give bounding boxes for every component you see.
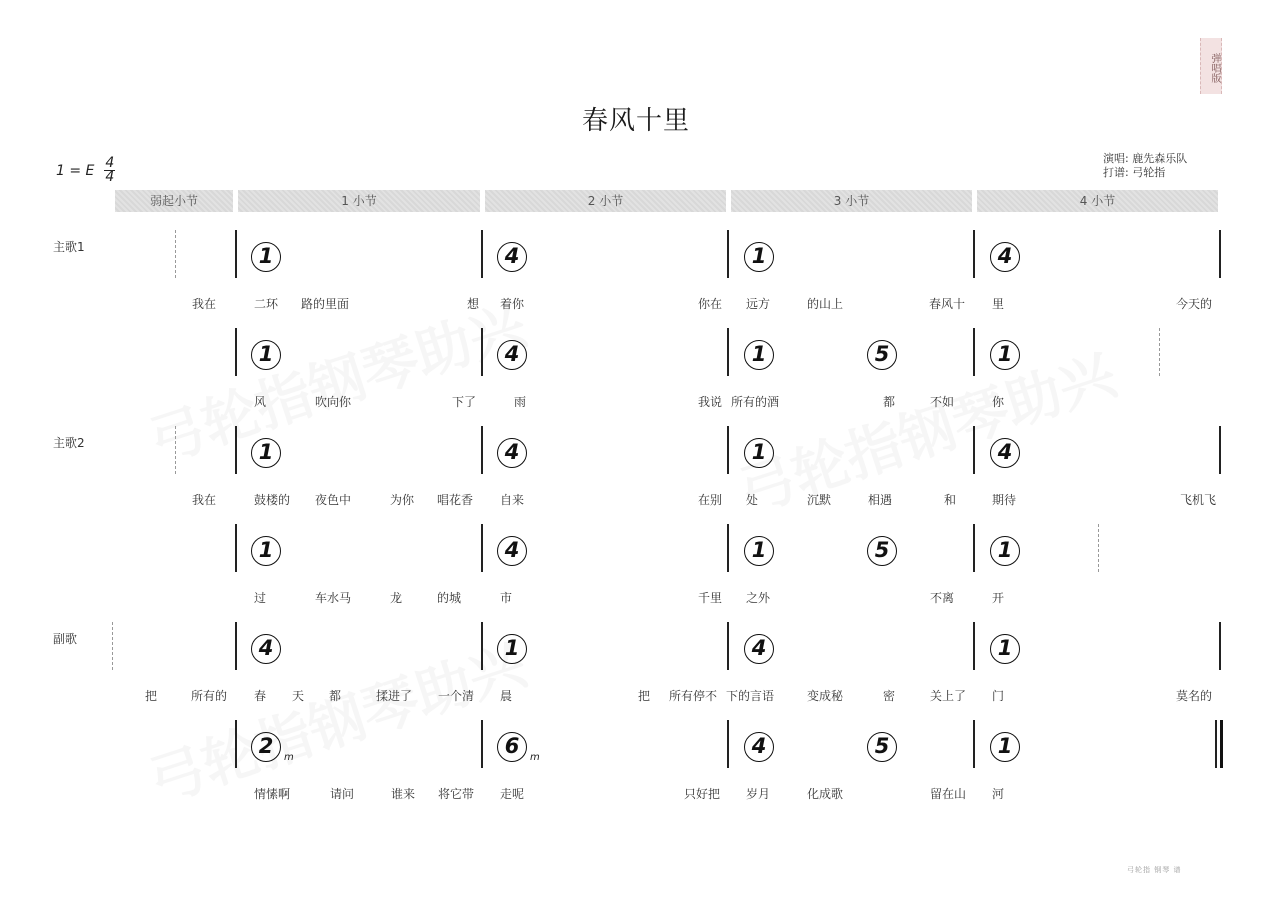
lyric: 不如 bbox=[930, 395, 955, 409]
lyric: 关上了 bbox=[930, 689, 967, 703]
pickup-barline bbox=[1159, 328, 1160, 376]
footer-mark: 弓轮指 钢琴 谱 bbox=[1127, 866, 1182, 874]
barline bbox=[235, 230, 237, 278]
barline bbox=[727, 622, 729, 670]
section-label-verse2: 主歌2 bbox=[53, 436, 85, 450]
lyric: 谁来 bbox=[391, 787, 416, 801]
barline bbox=[973, 426, 975, 474]
barline bbox=[481, 426, 483, 474]
lyric: 河 bbox=[992, 787, 1005, 801]
pickup-barline bbox=[112, 622, 113, 670]
lyric: 情愫啊 bbox=[254, 787, 291, 801]
barline bbox=[481, 328, 483, 376]
pickup-barline bbox=[1098, 524, 1099, 572]
lyric: 相遇 bbox=[868, 493, 893, 507]
chord-circle: 1 bbox=[251, 340, 281, 370]
lyric: 下了 bbox=[452, 395, 477, 409]
lyric: 着你 bbox=[500, 297, 525, 311]
measure-header-4: 4 小节 bbox=[977, 190, 1218, 212]
lyric: 门 bbox=[992, 689, 1005, 703]
lyric: 我在 bbox=[192, 493, 217, 507]
lyric: 处 bbox=[746, 493, 759, 507]
lyric: 不离 bbox=[930, 591, 955, 605]
lyric: 把 bbox=[638, 689, 651, 703]
lyric: 今天的 bbox=[1176, 297, 1213, 311]
song-title: 春风十里 bbox=[581, 106, 690, 136]
barline bbox=[481, 524, 483, 572]
lyric: 把 bbox=[145, 689, 158, 703]
barline bbox=[973, 524, 975, 572]
barline bbox=[481, 230, 483, 278]
barline bbox=[727, 720, 729, 768]
barline bbox=[235, 426, 237, 474]
lyric: 我在 bbox=[192, 297, 217, 311]
singer-credit: 演唱: 鹿先森乐队 bbox=[1103, 152, 1188, 165]
pickup-barline bbox=[175, 426, 176, 474]
lyric: 期待 bbox=[992, 493, 1017, 507]
lyric: 留在山 bbox=[930, 787, 967, 801]
lyric: 只好把 bbox=[684, 787, 721, 801]
lyric: 千里 bbox=[698, 591, 723, 605]
measure-header-3: 3 小节 bbox=[731, 190, 972, 212]
lyric: 吹向你 bbox=[315, 395, 352, 409]
lyric: 走呢 bbox=[500, 787, 525, 801]
lyric: 雨 bbox=[514, 395, 527, 409]
barline bbox=[727, 328, 729, 376]
chord-circle: 4 bbox=[497, 242, 527, 272]
lyric: 密 bbox=[883, 689, 896, 703]
key-label: 1 = E bbox=[56, 162, 95, 179]
key-signature bbox=[56, 157, 115, 184]
lyric: 莫名的 bbox=[1176, 689, 1213, 703]
lyric: 岁月 bbox=[746, 787, 771, 801]
lyric: 之外 bbox=[746, 591, 771, 605]
lyric: 里 bbox=[992, 297, 1005, 311]
minor-suffix: m bbox=[284, 752, 294, 763]
lyric: 为你 bbox=[390, 493, 415, 507]
lyric: 变成秘 bbox=[807, 689, 844, 703]
lyric: 揉进了 bbox=[376, 689, 413, 703]
barline bbox=[973, 720, 975, 768]
barline bbox=[973, 230, 975, 278]
barline bbox=[727, 524, 729, 572]
barline bbox=[727, 426, 729, 474]
lyric: 风 bbox=[254, 395, 267, 409]
arranger-credit: 打谱: 弓轮指 bbox=[1103, 166, 1166, 179]
chord-circle: 1 bbox=[744, 536, 774, 566]
lyric: 二环 bbox=[254, 297, 279, 311]
lyric: 请问 bbox=[330, 787, 355, 801]
final-barline-thin bbox=[1215, 720, 1217, 768]
lyric: 龙 bbox=[390, 591, 403, 605]
lyric: 的山上 bbox=[807, 297, 844, 311]
chord-circle: 1 bbox=[497, 634, 527, 664]
lyric: 沉默 bbox=[807, 493, 832, 507]
lyric: 所有的 bbox=[191, 689, 228, 703]
lyric: 想 bbox=[467, 297, 480, 311]
measure-header-2: 2 小节 bbox=[485, 190, 726, 212]
section-label-verse1: 主歌1 bbox=[53, 240, 85, 254]
pickup-barline bbox=[175, 230, 176, 278]
lyric: 一个清 bbox=[438, 689, 475, 703]
lyric: 春风十 bbox=[929, 297, 966, 311]
lyric: 化成歌 bbox=[807, 787, 844, 801]
measure-header-1: 1 小节 bbox=[238, 190, 480, 212]
lyric: 车水马 bbox=[315, 591, 352, 605]
lyric: 都 bbox=[883, 395, 896, 409]
chord-circle: 4 bbox=[744, 634, 774, 664]
version-badge: 弹唱版 bbox=[1200, 38, 1222, 94]
barline bbox=[1219, 230, 1221, 278]
lyric: 唱花香 bbox=[437, 493, 474, 507]
barline bbox=[1219, 622, 1221, 670]
chord-circle: 4 bbox=[990, 438, 1020, 468]
final-barline-thick bbox=[1220, 720, 1223, 768]
chord-circle: 1 bbox=[251, 242, 281, 272]
barline bbox=[235, 622, 237, 670]
barline bbox=[973, 622, 975, 670]
lyric: 过 bbox=[254, 591, 267, 605]
chord-circle: 1 bbox=[744, 242, 774, 272]
minor-suffix: m bbox=[530, 752, 540, 763]
lyric: 和 bbox=[944, 493, 957, 507]
chord-circle: 1 bbox=[990, 732, 1020, 762]
barline bbox=[1219, 426, 1221, 474]
section-label-chorus: 副歌 bbox=[53, 632, 78, 646]
chord-circle: 4 bbox=[497, 438, 527, 468]
measure-header-pickup: 弱起小节 bbox=[115, 190, 233, 212]
barline bbox=[973, 328, 975, 376]
lyric: 所有停不 bbox=[669, 689, 718, 703]
chord-circle: 6 bbox=[497, 732, 527, 762]
chord-circle: 5 bbox=[867, 340, 897, 370]
lyric: 你在 bbox=[698, 297, 723, 311]
chord-circle: 4 bbox=[497, 340, 527, 370]
chord-circle: 1 bbox=[251, 438, 281, 468]
lyric: 你 bbox=[992, 395, 1005, 409]
barline bbox=[727, 230, 729, 278]
lyric: 所有的酒 bbox=[731, 395, 780, 409]
watermark bbox=[727, 331, 1125, 528]
barline bbox=[481, 622, 483, 670]
barline bbox=[235, 720, 237, 768]
chord-circle: 2 bbox=[251, 732, 281, 762]
chord-circle: 4 bbox=[744, 732, 774, 762]
lyric: 路的里面 bbox=[301, 297, 350, 311]
lyric: 远方 bbox=[746, 297, 771, 311]
lyric: 自来 bbox=[500, 493, 525, 507]
lyric: 鼓楼的 bbox=[254, 493, 291, 507]
chord-circle: 1 bbox=[990, 340, 1020, 370]
chord-circle: 1 bbox=[744, 438, 774, 468]
chord-circle: 1 bbox=[990, 536, 1020, 566]
chord-circle: 4 bbox=[497, 536, 527, 566]
lyric: 天 bbox=[292, 689, 305, 703]
credits bbox=[1103, 152, 1187, 180]
chord-circle: 5 bbox=[867, 536, 897, 566]
lyric: 市 bbox=[500, 591, 513, 605]
barline bbox=[235, 328, 237, 376]
lyric: 在别 bbox=[698, 493, 723, 507]
time-signature: $\frac{4}{4}$ bbox=[105, 155, 115, 185]
lyric: 将它带 bbox=[438, 787, 475, 801]
barline bbox=[235, 524, 237, 572]
lyric: 的城 bbox=[437, 591, 462, 605]
lyric: 我说 bbox=[698, 395, 723, 409]
lyric: 晨 bbox=[500, 689, 513, 703]
barline bbox=[481, 720, 483, 768]
chord-circle: 5 bbox=[867, 732, 897, 762]
lyric: 开 bbox=[992, 591, 1005, 605]
chord-circle: 4 bbox=[990, 242, 1020, 272]
lyric: 夜色中 bbox=[315, 493, 352, 507]
lyric: 下的言语 bbox=[726, 689, 775, 703]
lyric: 春 bbox=[254, 689, 267, 703]
lyric: 都 bbox=[329, 689, 342, 703]
chord-circle: 1 bbox=[251, 536, 281, 566]
lyric: 飞机飞 bbox=[1180, 493, 1217, 507]
chord-circle: 1 bbox=[744, 340, 774, 370]
chord-circle: 4 bbox=[251, 634, 281, 664]
chord-circle: 1 bbox=[990, 634, 1020, 664]
